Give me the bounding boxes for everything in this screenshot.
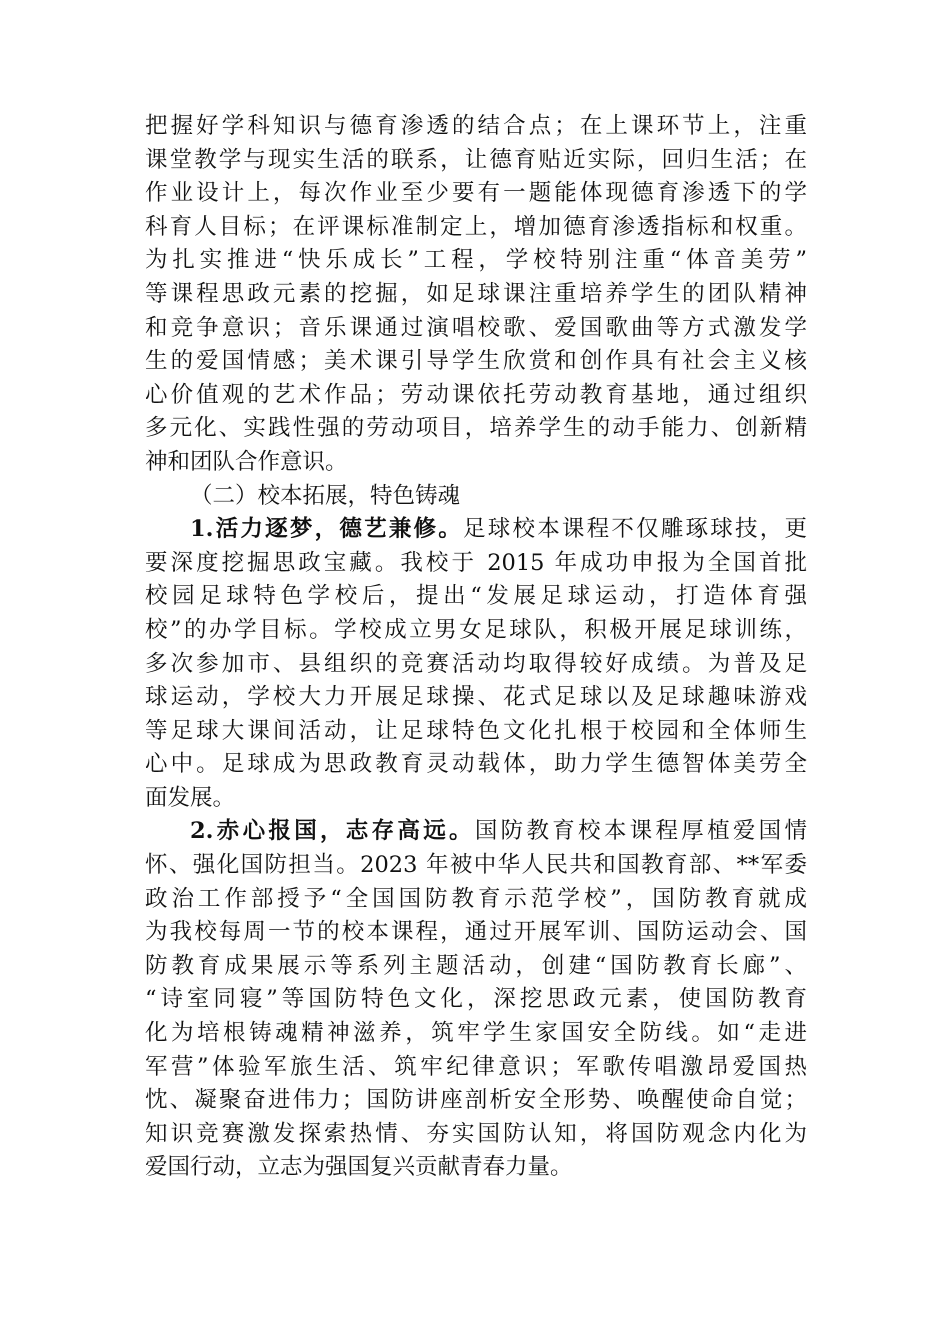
text-line: 怀、强化国防担当。2023 年被中华人民共和国教育部、**军委: [145, 852, 807, 879]
paragraph-football: [145, 513, 807, 815]
text-line: 科育人目标；在评课标准制定上，增加德育渗透指标和权重。: [145, 213, 807, 240]
paragraph-lead: 1.活力逐梦，德艺兼修。: [190, 516, 464, 543]
text-line: 爱国行动，立志为强国复兴贡献青春力量。: [145, 1154, 573, 1181]
text-line: 神和团队合作意识。: [145, 448, 348, 475]
text-line: 为扎实推进“快乐成长”工程，学校特别注重“体音美劳”: [145, 247, 807, 274]
text-line: 政治工作部授予“全国国防教育示范学校”，国防教育就成: [145, 885, 807, 912]
lead-rest: 足球校本课程不仅雕琢球技，更: [463, 516, 807, 543]
text-line: 课堂教学与现实生活的联系，让德育贴近实际，回归生活；在: [145, 146, 807, 173]
text-line: “诗室同寝”等国防特色文化，深挖思政元素，使国防教育: [145, 986, 807, 1013]
text-line: 和竞争意识；音乐课通过演唱校歌、爱国歌曲等方式激发学: [145, 314, 807, 341]
text-line: 多次参加市、县组织的竞赛活动均取得较好成绩。为普及足: [145, 650, 807, 677]
text-line: 军营”体验军旅生活、筑牢纪律意识；军歌传唱激昂爱国热: [145, 1053, 807, 1080]
paragraph-curriculum-ideology: [145, 110, 807, 480]
text-line: 把握好学科知识与德育渗透的结合点；在上课环节上，注重: [145, 113, 807, 139]
text-line: 化为培根铸魂精神滋养，筑牢学生家国安全防线。如“走进: [145, 1020, 807, 1047]
text-line: 心中。足球成为思政教育灵动载体，助力学生德智体美劳全: [145, 751, 807, 778]
text-line: 防教育成果展示等系列主题活动，创建“国防教育长廊”、: [145, 952, 807, 979]
text-line: 知识竞赛激发探索热情、夯实国防认知，将国防观念内化为: [145, 1120, 807, 1147]
text-line: 校”的办学目标。学校成立男女足球队，积极开展足球训练，: [145, 616, 807, 643]
text-line: 心价值观的艺术作品；劳动课依托劳动教育基地，通过组织: [145, 381, 807, 408]
paragraph-national-defense: [145, 815, 807, 1185]
text-line: [145, 815, 807, 849]
text-line: 球运动，学校大力开展足球操、花式足球以及足球趣味游戏: [145, 684, 807, 711]
text-line: 等课程思政元素的挖掘，如足球课注重培养学生的团队精神: [145, 280, 807, 307]
text-line: [145, 513, 807, 547]
text-line: 校园足球特色学校后，提出“发展足球运动，打造体育强: [145, 583, 807, 610]
lead-rest: 国防教育校本课程厚植爱国情: [474, 818, 807, 845]
text-line: 生的爱国情感；美术课引导学生欣赏和创作具有社会主义核: [145, 348, 807, 375]
text-line: 忱、凝聚奋进伟力；国防讲座剖析安全形势、唤醒使命自觉；: [145, 1087, 807, 1114]
text-line: 多元化、实践性强的劳动项目，培养学生的动手能力、创新精: [145, 415, 807, 442]
text-line: 等足球大课间活动，让足球特色文化扎根于校园和全体师生: [145, 717, 807, 744]
text-line: 为我校每周一节的校本课程，通过开展军训、国防运动会、国: [145, 919, 807, 946]
paragraph-lead: 2.赤心报国，志存高远。: [190, 818, 475, 845]
text-line: 要深度挖掘思政宝藏。我校于 2015 年成功申报为全国首批: [145, 549, 807, 576]
section-heading: （二）校本拓展，特色铸魂: [190, 482, 461, 509]
text-line: 面发展。: [145, 784, 236, 811]
document-body: [145, 110, 807, 1185]
text-line: 作业设计上，每次作业至少要有一题能体现德育渗透下的学: [145, 180, 807, 207]
